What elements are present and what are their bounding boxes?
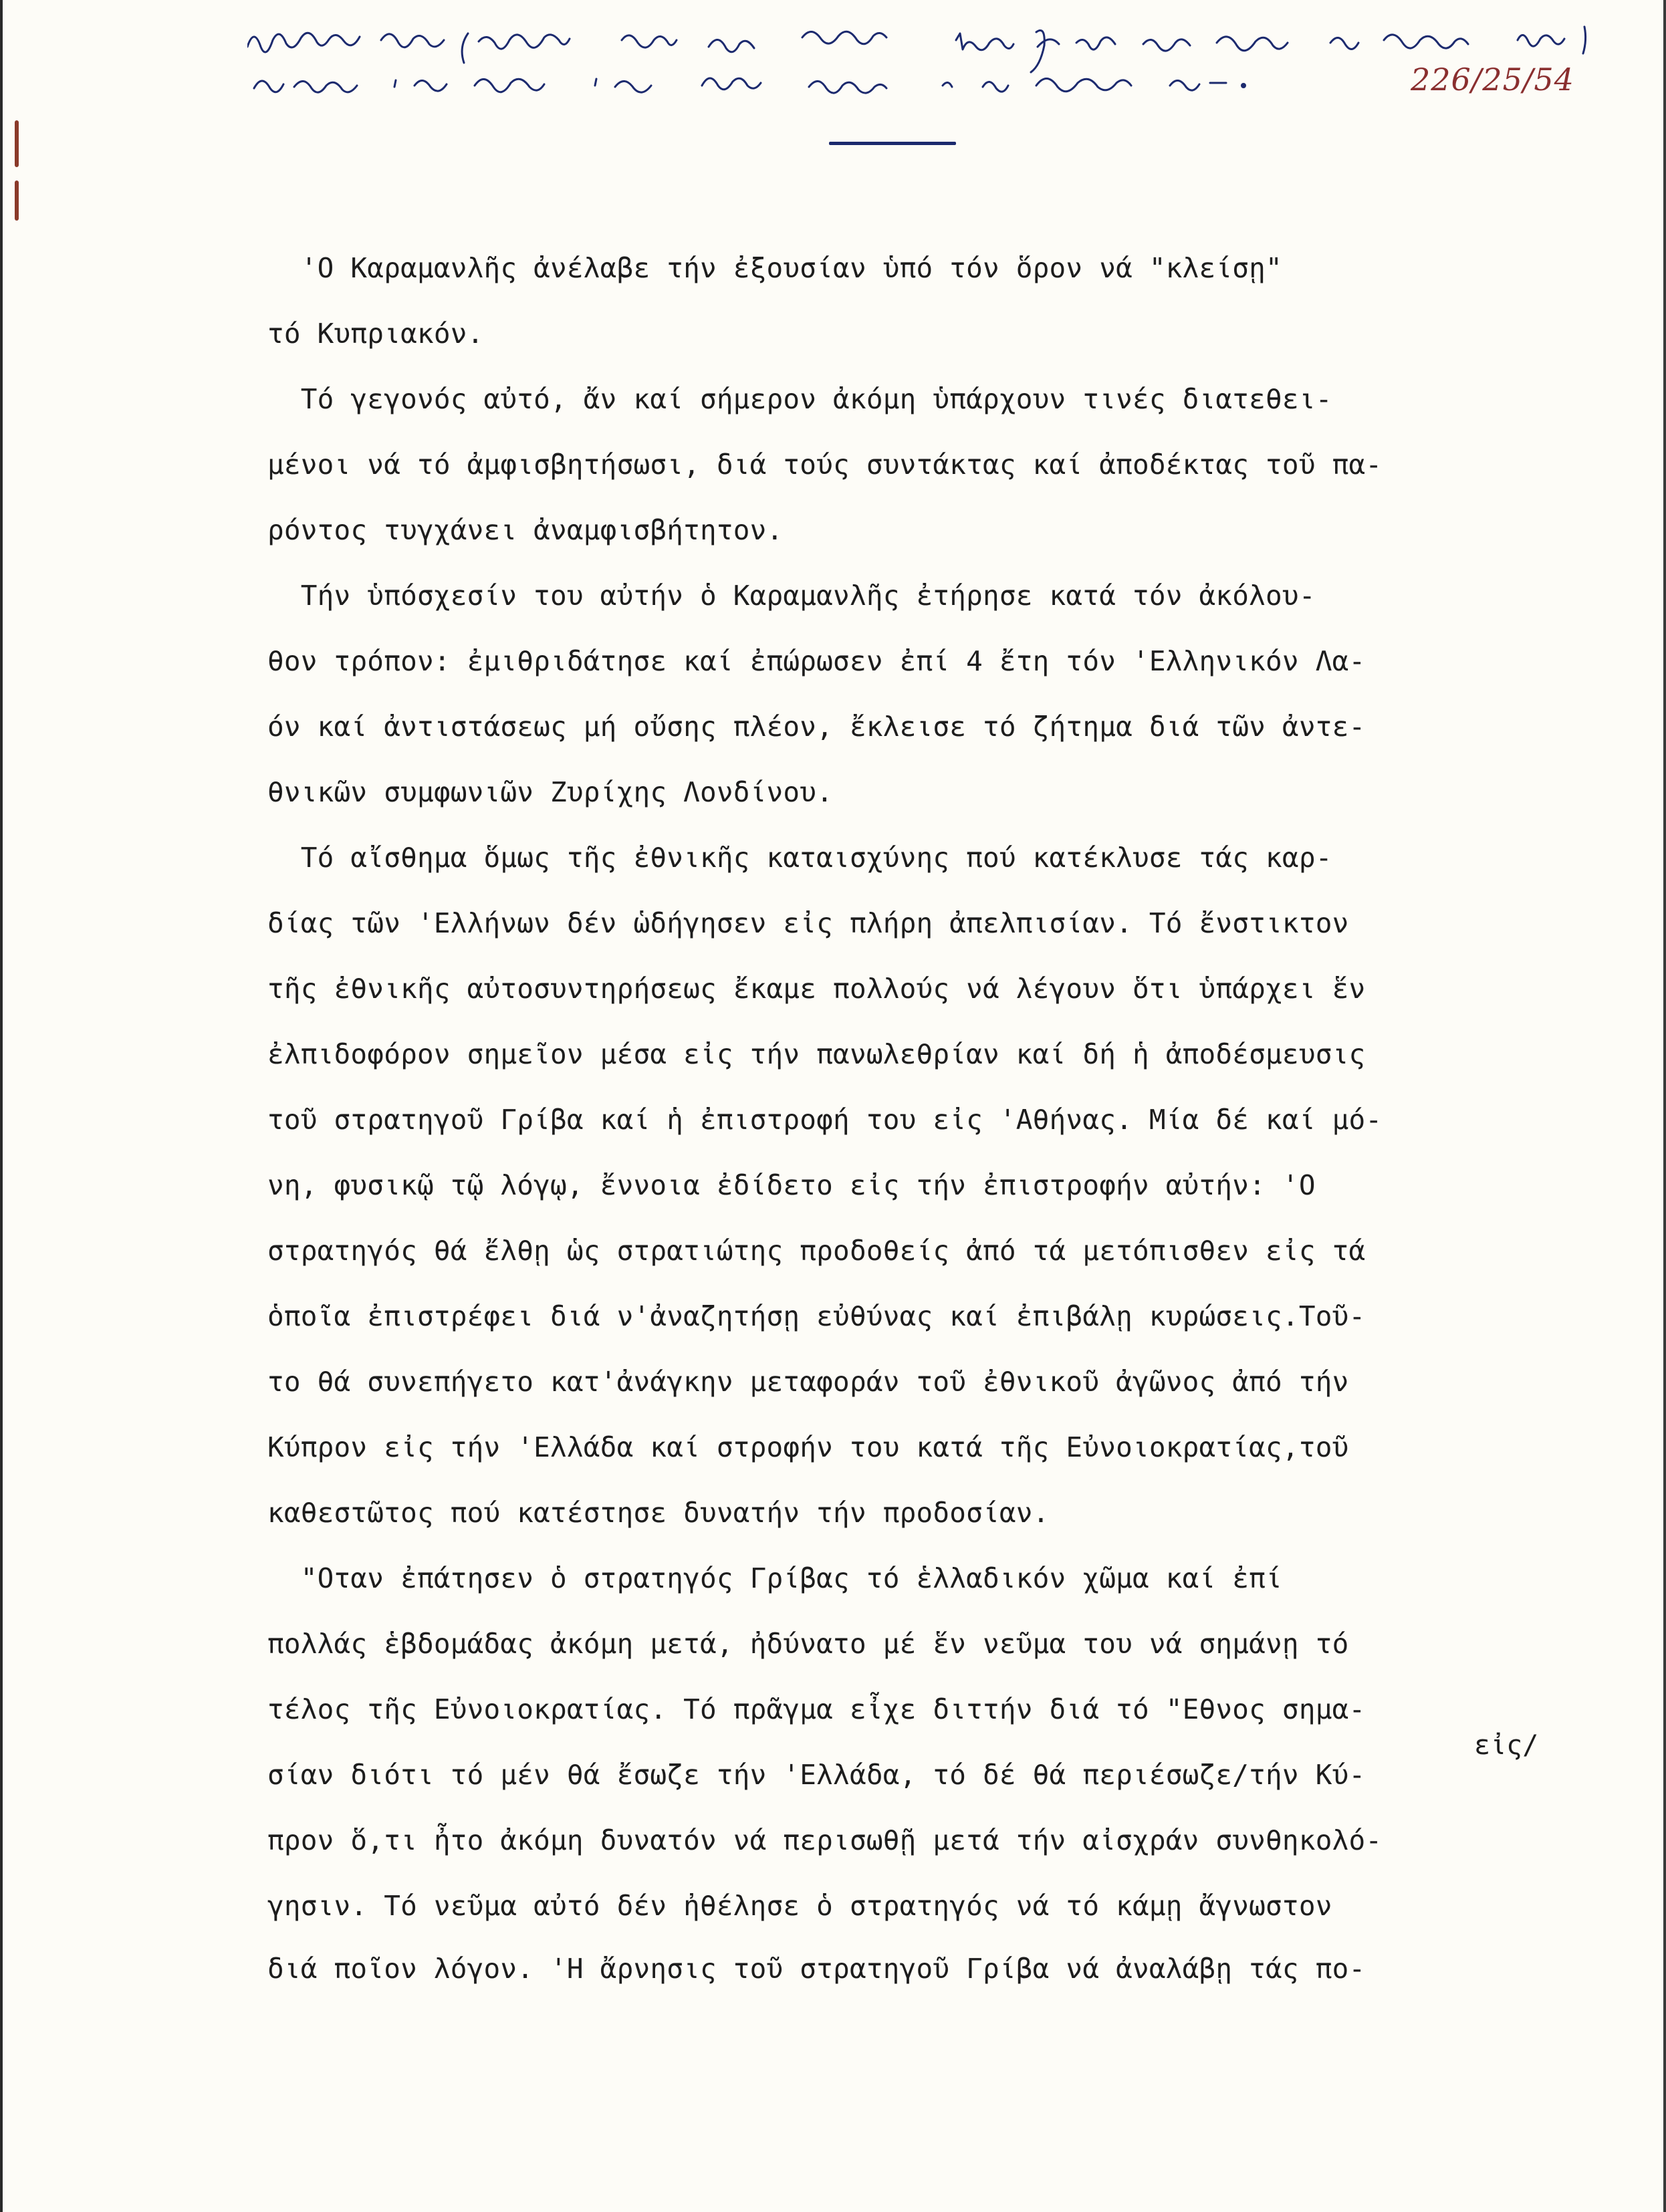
text-line: ρόντος τυγχάνει ἀναμφισβήτητον.: [267, 514, 784, 546]
scan-right-edge: [1663, 0, 1666, 2212]
margin-mark: [15, 120, 19, 167]
text-line: Κύπρον εἰς τήν 'Ελλάδα καί στροφήν του κατά τῆς Εὐνοιοκρατίας,τοῦ: [267, 1431, 1349, 1463]
text-line: πολλάς ἑβδομάδας ἀκόμη μετά, ἠδύνατο μέ ἕν νεῦμα του νά σημάνῃ τό: [267, 1628, 1349, 1660]
text-line: δίας τῶν 'Ελλήνων δέν ὡδήγησεν εἰς πλήρη ἀπελπισίαν. Τό ἔνστικτον: [267, 907, 1349, 939]
text-line: θνικῶν συμφωνιῶν Ζυρίχης Λονδίνου.: [267, 776, 834, 808]
separator-rule: [829, 142, 956, 145]
text-line: καθεστῶτος πού κατέστησε δυνατήν τήν προδοσίαν.: [267, 1497, 1050, 1529]
text-line: μένοι νά τό ἀμφισβητήσωσι, διά τούς συντάκτας καί ἀποδέκτας τοῦ πα-: [267, 449, 1383, 481]
text-line: διά ποῖον λόγον. 'Η ἄρνησις τοῦ στρατηγοῦ Γρίβα νά ἀναλάβῃ τάς πο-: [267, 1953, 1366, 1985]
text-line: θον τρόπον: ἐμιθριδάτησε καί ἐπώρωσεν ἐπί 4 ἔτη τόν 'Ελληνικόν Λα-: [267, 645, 1366, 677]
text-line: προν ὅ,τι ἦτο ἀκόμη δυνατόν νά περισωθῇ μετά τήν αἰσχράν συνθηκολό-: [267, 1824, 1383, 1856]
margin-mark: [15, 180, 19, 221]
text-line: γησιν. Τό νεῦμα αὐτό δέν ἠθέλησε ὁ στρατηγός νά τό κάμῃ ἄγνωστον: [267, 1890, 1332, 1922]
text-line: τοῦ στρατηγοῦ Γρίβα καί ἡ ἐπιστροφή του εἰς 'Αθήνας. Μία δέ καί μό-: [267, 1104, 1383, 1136]
handwritten-note: [247, 13, 1598, 100]
text-line: ἐλπιδοφόρον σημεῖον μέσα εἰς τήν πανωλεθρίαν καί δή ἡ ἀποδέσμευσις: [267, 1038, 1366, 1070]
scan-left-edge: [0, 0, 3, 2212]
text-line: νη, φυσικῷ τῷ λόγῳ, ἔννοια ἐδίδετο εἰς τήν ἐπιστροφήν αὐτήν: 'Ο: [267, 1169, 1316, 1201]
text-line: σίαν διότι τό μέν θά ἔσωζε τήν 'Ελλάδα, τό δέ θά περιέσωζε/τήν Κύ-: [267, 1759, 1366, 1791]
text-line: στρατηγός θά ἔλθῃ ὡς στρατιώτης προδοθείς ἀπό τά μετόπισθεν εἰς τά: [267, 1235, 1366, 1267]
text-line: "Οταν ἐπάτησεν ὁ στρατηγός Γρίβας τό ἑλλαδικόν χῶμα καί ἐπί: [267, 1562, 1282, 1594]
interlinear-correction: εἰς/: [1474, 1730, 1539, 1761]
text-line: τό Κυπριακόν.: [267, 318, 484, 350]
text-line: Τήν ὑπόσχεσίν του αὐτήν ὁ Καραμανλῆς ἐτήρησε κατά τόν ἀκόλου-: [267, 580, 1316, 612]
text-line: το θά συνεπήγετο κατ'ἀνάγκην μεταφοράν τοῦ ἐθνικοῦ ἀγῶνος ἀπό τήν: [267, 1366, 1349, 1398]
reference-number: 226/25/54: [1411, 62, 1574, 98]
text-line: τέλος τῆς Εὐνοιοκρατίας. Τό πρᾶγμα εἶχε διττήν διά τό "Εθνος σημα-: [267, 1693, 1366, 1725]
typed-text: [267, 235, 1645, 1999]
text-line: ὁποῖα ἐπιστρέφει διά ν'ἀναζητήσῃ εὐθύνας καί ἐπιβάλῃ κυρώσεις.Τοῦ-: [267, 1300, 1366, 1332]
text-line: όν καί ἀντιστάσεως μή οὔσης πλέον, ἔκλεισε τό ζήτημα διά τῶν ἀντε-: [267, 711, 1366, 743]
text-line: Τό αἴσθημα ὅμως τῆς ἐθνικῆς καταισχύνης πού κατέκλυσε τάς καρ-: [267, 842, 1332, 874]
text-line: Τό γεγονός αὐτό, ἄν καί σήμερον ἀκόμη ὑπάρχουν τινές διατεθει-: [267, 383, 1332, 415]
text-line: 'Ο Καραμανλῆς ἀνέλαβε τήν ἐξουσίαν ὑπό τόν ὅρον νά "κλείσῃ": [267, 252, 1282, 284]
text-line: τῆς ἐθνικῆς αὐτοσυντηρήσεως ἔκαμε πολλούς νά λέγουν ὅτι ὑπάρχει ἕν: [267, 973, 1366, 1005]
